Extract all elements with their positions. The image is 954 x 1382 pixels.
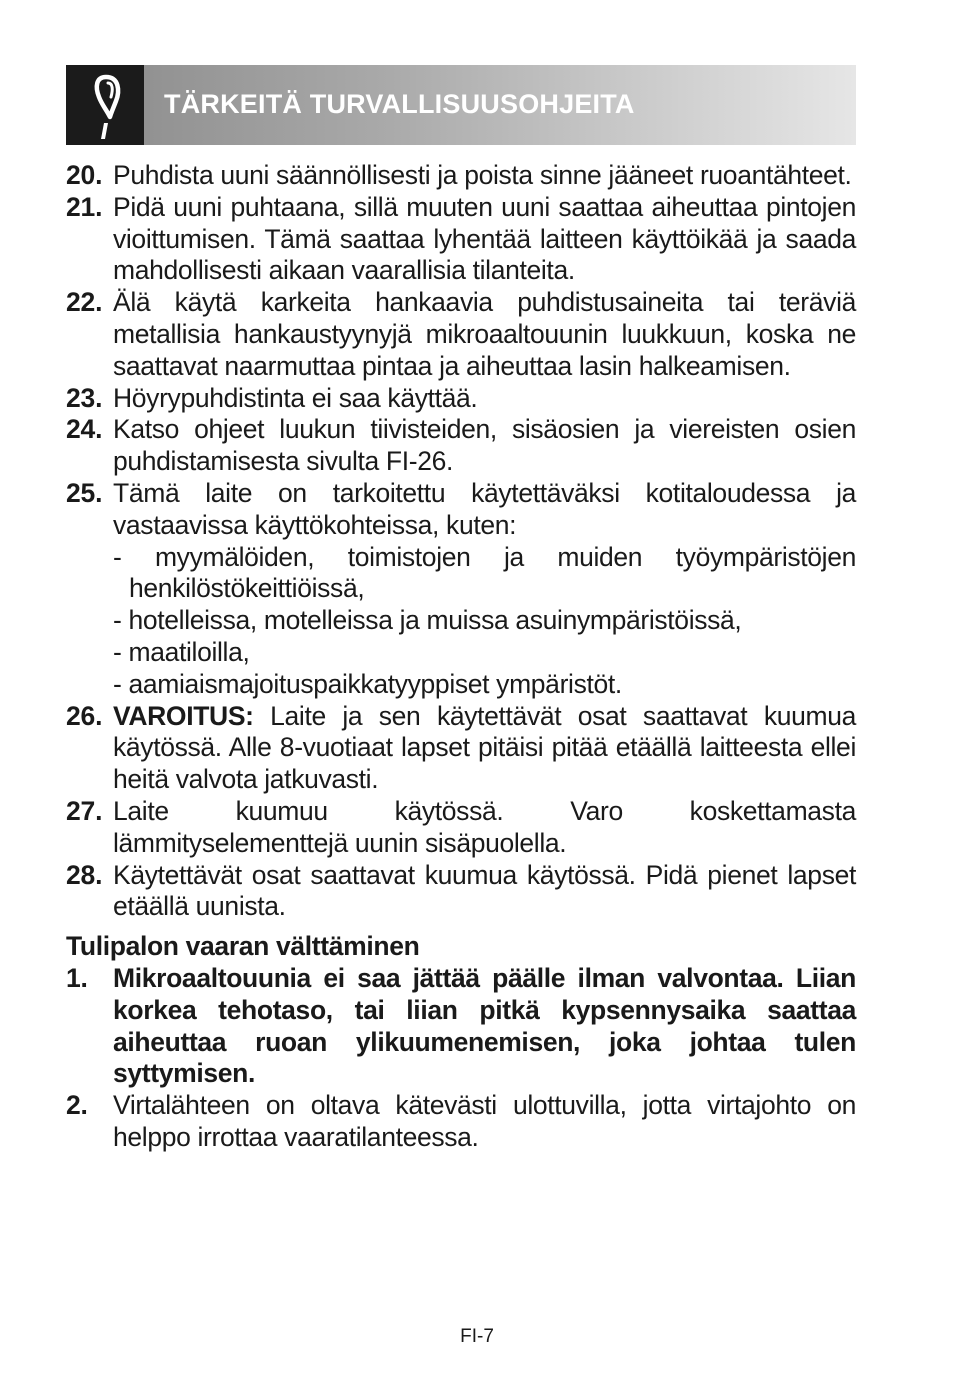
warning-label: VAROITUS:: [113, 700, 254, 731]
page-title: TÄRKEITÄ TURVALLISUUSOHJEITA: [164, 89, 635, 119]
sub-item: - myymälöiden, toimistojen ja muiden työympäristöjen henkilöstökeittiöissä,: [113, 541, 856, 604]
item-text: Puhdista uuni säännöllisesti ja poista sinne jääneet ruoantähteet.: [113, 160, 852, 190]
item-text: Tämä laite on tarkoitettu käytettäväksi kotitaloudessa ja vastaavissa käyttökohteissa, kuten:: [113, 477, 856, 540]
item-number: 27.: [66, 795, 103, 826]
list-item-26: [66, 701, 856, 796]
sub-item: - hotelleissa, motelleissa ja muissa asuinympäristöissä,: [113, 605, 742, 636]
item-number: 24.: [66, 414, 103, 445]
sub-item: - aamiaismajoituspaikkatyyppiset ympäristöt.: [113, 668, 622, 699]
fire-item-2: [66, 1090, 856, 1154]
list-item-25: [66, 478, 856, 701]
item-number: 22.: [66, 287, 103, 318]
item-text: Katso ohjeet luukun tiivisteiden, sisäosien ja viereisten osien puhdistamisesta sivulta FI-26.: [113, 414, 856, 477]
sub-item: - maatiloilla,: [113, 636, 250, 667]
instructions-content: [66, 160, 856, 1154]
exclamation-icon: [66, 65, 144, 145]
item-text: Älä käytä karkeita hankaavia puhdistusaineita tai teräviä metallisia hankaustyynyjä mikroaaltouunin luukkuun, koska ne saattavat naarmuttaa pintaa ja aiheuttaa lasin halkeamisen.: [113, 287, 856, 381]
item-text: Laite kuumuu käytössä. Varo koskettamasta lämmityselementtejä uunin sisäpuolella.: [113, 795, 856, 858]
page-number: FI-7: [460, 1326, 494, 1347]
fire-item-1: [66, 963, 856, 1090]
item-text: Höyrypuhdistinta ei saa käyttää.: [113, 382, 478, 413]
list-item-21: [66, 192, 856, 287]
item-text: Käytettävät osat saattavat kuumua käytössä. Pidä pienet lapset etäällä uunista.: [113, 859, 856, 922]
list-item-20: [66, 160, 856, 192]
item-text: Virtalähteen on oltava kätevästi ulottuvilla, jotta virtajohto on helppo irrottaa vaaratilanteessa.: [113, 1090, 856, 1152]
list-item-22: [66, 287, 856, 382]
list-item-24: [66, 414, 856, 478]
list-item-27: [66, 796, 856, 860]
item-number: 26.: [66, 700, 103, 731]
list-item-23: [66, 383, 856, 415]
item-number: 2.: [66, 1090, 88, 1121]
item-number: 21.: [66, 191, 103, 222]
warning-icon-box: [66, 65, 144, 145]
item-number: 28.: [66, 859, 103, 890]
item-number: 25.: [66, 477, 103, 508]
item-text: Laite ja sen käytettävät osat saattavat kuumua käytössä. Alle 8-vuotiaat lapset pitäisi pitää etäällä laitteesta ellei heitä valvota jatkuvasti.: [113, 700, 856, 795]
fire-section-heading: Tulipalon vaaran välttäminen: [66, 931, 420, 962]
item-number: 1.: [66, 962, 88, 993]
item-number: 20.: [66, 160, 103, 190]
item-text: Pidä uuni puhtaana, sillä muuten uuni saattaa aiheuttaa pintojen vioittumisen. Tämä saattaa lyhentää laitteen käyttöikää ja saada mahdollisesti aikaan vaarallisia tilanteita.: [113, 191, 856, 286]
list-item-28: [66, 860, 856, 924]
item-number: 23.: [66, 382, 103, 413]
item-text: Mikroaaltouunia ei saa jättää päälle ilman valvontaa. Liian korkea tehotaso, tai liian pitkä kypsennysaika saattaa aiheuttaa ruoan ylikuumenemisen, joka johtaa tulen syttymisen.: [113, 962, 856, 1089]
